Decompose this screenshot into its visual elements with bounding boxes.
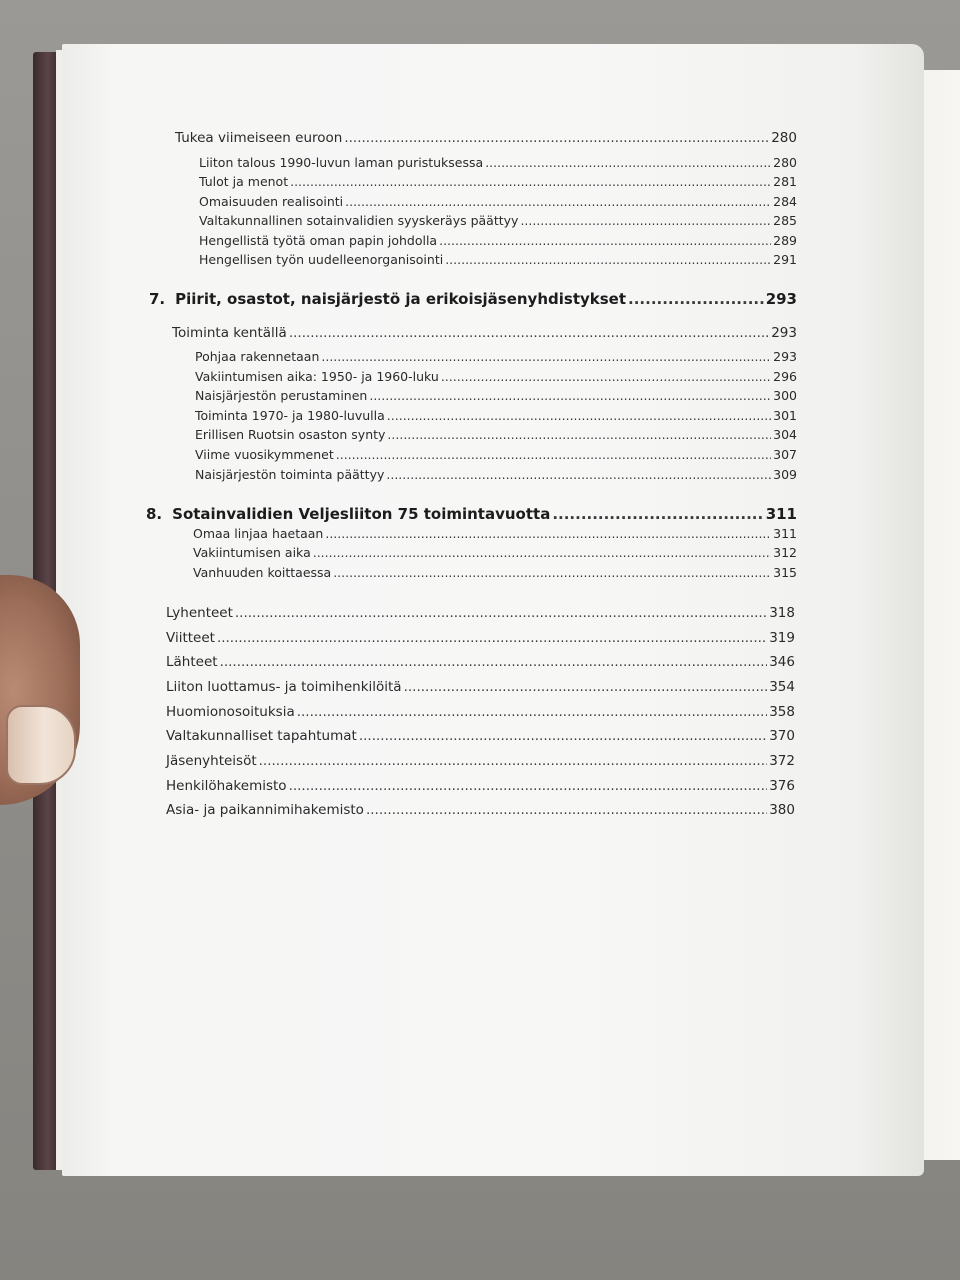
toc-item-row bbox=[199, 196, 797, 209]
leader-dots bbox=[336, 449, 771, 462]
toc-page-number: 370 bbox=[769, 728, 795, 744]
toc-entry-title: Viitteet bbox=[166, 630, 215, 646]
toc-entry-title: Omaisuuden realisointi bbox=[199, 194, 344, 209]
toc-chapter-row bbox=[149, 292, 797, 307]
toc-backmatter-row bbox=[166, 656, 795, 670]
toc-page-number: 346 bbox=[769, 654, 795, 670]
leader-dots bbox=[321, 351, 771, 364]
leader-dots bbox=[235, 607, 767, 621]
toc-entry-title: Lyhenteet bbox=[166, 605, 233, 621]
leader-dots bbox=[259, 755, 768, 769]
chapter-number: 8. bbox=[146, 505, 163, 523]
leader-dots bbox=[289, 327, 769, 341]
toc-item-row bbox=[195, 371, 797, 384]
chapter-title: Piirit, osastot, naisjärjestö ja erikoisjäsenyhdistykset bbox=[175, 290, 627, 308]
chapter-title: Sotainvalidien Veljesliiton 75 toimintavuotta bbox=[172, 505, 551, 523]
toc-page-number: 281 bbox=[773, 174, 797, 189]
toc-page-number: 311 bbox=[773, 526, 797, 541]
toc-entry-title: Lähteet bbox=[166, 654, 218, 670]
toc-page-number: 291 bbox=[773, 252, 797, 267]
toc-item-row bbox=[195, 449, 797, 462]
toc-entry-title: Tukea viimeiseen euroon bbox=[175, 130, 343, 146]
toc-page-number: 284 bbox=[773, 194, 797, 209]
toc-item-row bbox=[195, 429, 797, 442]
leader-dots bbox=[552, 507, 763, 522]
toc-entry-title: Henkilöhakemisto bbox=[166, 778, 287, 794]
toc-page-number: 354 bbox=[769, 679, 795, 695]
leader-dots bbox=[333, 567, 771, 580]
toc-entry-title: Pohjaa rakennetaan bbox=[195, 349, 320, 364]
toc-backmatter-row bbox=[166, 632, 795, 646]
toc-page-number: 293 bbox=[765, 290, 797, 308]
thumbnail-nail bbox=[6, 705, 76, 785]
leader-dots bbox=[386, 469, 771, 482]
leader-dots bbox=[439, 235, 771, 248]
toc-item-row bbox=[199, 235, 797, 248]
toc-page-number: 309 bbox=[773, 467, 797, 482]
leader-dots bbox=[325, 528, 771, 541]
toc-item-row bbox=[199, 176, 797, 189]
toc-page-number: 293 bbox=[771, 325, 797, 341]
toc-backmatter-row bbox=[166, 681, 795, 695]
toc-backmatter-row bbox=[166, 780, 795, 794]
leader-dots bbox=[290, 176, 771, 189]
toc-section-row bbox=[172, 327, 797, 341]
leader-dots bbox=[485, 157, 771, 170]
toc-entry-title: Toiminta kentällä bbox=[172, 325, 287, 341]
toc-entry-title: Toiminta 1970- ja 1980-luvulla bbox=[195, 408, 385, 423]
leader-dots bbox=[369, 390, 771, 403]
toc-entry-title: Hengellisen työn uudelleenorganisointi bbox=[199, 252, 444, 267]
leader-dots bbox=[520, 215, 771, 228]
toc-page-number: 300 bbox=[773, 388, 797, 403]
toc-page-number: 380 bbox=[769, 802, 795, 818]
leader-dots bbox=[387, 410, 771, 423]
leader-dots bbox=[366, 804, 767, 818]
toc-page-number: 318 bbox=[769, 605, 795, 621]
toc-page-number: 296 bbox=[773, 369, 797, 384]
toc-entry-title: Hengellistä työtä oman papin johdolla bbox=[199, 233, 438, 248]
leader-dots bbox=[217, 632, 767, 646]
toc-page-number: 376 bbox=[769, 778, 795, 794]
toc-entry-title: Valtakunnallinen sotainvalidien syyskeräys päättyy bbox=[199, 213, 519, 228]
toc-item-row bbox=[193, 567, 797, 580]
toc-page-number: 280 bbox=[771, 130, 797, 146]
toc-entry-title: Liiton talous 1990-luvun laman puristuksessa bbox=[199, 155, 484, 170]
toc-entry-title: Vakiintumisen aika: 1950- ja 1960-luku bbox=[195, 369, 439, 384]
toc-entry-title: Naisjärjestön perustaminen bbox=[195, 388, 368, 403]
toc-page-number: 304 bbox=[773, 427, 797, 442]
leader-dots bbox=[404, 681, 768, 695]
toc-item-row bbox=[195, 390, 797, 403]
toc-entry-title: Huomionosoituksia bbox=[166, 704, 295, 720]
toc-entry-title: Jäsenyhteisöt bbox=[166, 753, 257, 769]
toc-entry-title: Viime vuosikymmenet bbox=[195, 447, 334, 462]
toc-entry-title: Vanhuuden koittaessa bbox=[193, 565, 332, 580]
toc-item-row bbox=[199, 215, 797, 228]
leader-dots bbox=[220, 656, 768, 670]
toc-entry-title: Asia- ja paikannimihakemisto bbox=[166, 802, 364, 818]
toc-entry-title: Tulot ja menot bbox=[199, 174, 289, 189]
toc-backmatter-row bbox=[166, 607, 795, 621]
toc-page-number: 285 bbox=[773, 213, 797, 228]
leader-dots bbox=[289, 780, 768, 794]
toc-backmatter-row bbox=[166, 755, 795, 769]
toc-item-row bbox=[195, 410, 797, 423]
toc-entry-title: Omaa linjaa haetaan bbox=[193, 526, 324, 541]
toc-item-row bbox=[199, 254, 797, 267]
toc-item-row bbox=[195, 351, 797, 364]
toc-page-number: 358 bbox=[769, 704, 795, 720]
toc-entry-title: Erillisen Ruotsin osaston synty bbox=[195, 427, 386, 442]
toc-page-number: 307 bbox=[773, 447, 797, 462]
toc-item-row bbox=[199, 157, 797, 170]
toc-entry-title: Valtakunnalliset tapahtumat bbox=[166, 728, 357, 744]
leader-dots bbox=[359, 730, 767, 744]
toc-item-row bbox=[193, 528, 797, 541]
toc-item-row bbox=[193, 547, 797, 560]
toc-page-number: 312 bbox=[773, 545, 797, 560]
toc-item-row bbox=[195, 469, 797, 482]
toc-page-number: 280 bbox=[773, 155, 797, 170]
toc-section-row bbox=[175, 132, 797, 146]
toc-entry-title: Liiton luottamus- ja toimihenkilöitä bbox=[166, 679, 402, 695]
toc-backmatter-row bbox=[166, 706, 795, 720]
leader-dots bbox=[345, 196, 771, 209]
leader-dots bbox=[441, 371, 771, 384]
toc-page-number: 311 bbox=[765, 505, 797, 523]
toc-page-number: 289 bbox=[773, 233, 797, 248]
toc-page-number: 372 bbox=[769, 753, 795, 769]
toc-entry-title: Naisjärjestön toiminta päättyy bbox=[195, 467, 385, 482]
toc-chapter-row bbox=[146, 507, 797, 522]
leader-dots bbox=[313, 547, 771, 560]
chapter-number: 7. bbox=[149, 290, 166, 308]
leader-dots bbox=[445, 254, 771, 267]
toc-page-number: 319 bbox=[769, 630, 795, 646]
leader-dots bbox=[297, 706, 768, 720]
toc-backmatter-row bbox=[166, 804, 795, 818]
leader-dots bbox=[628, 292, 764, 307]
toc-page-number: 315 bbox=[773, 565, 797, 580]
toc-backmatter-row bbox=[166, 730, 795, 744]
leader-dots bbox=[344, 132, 769, 146]
leader-dots bbox=[387, 429, 771, 442]
toc-page-number: 301 bbox=[773, 408, 797, 423]
toc-page-number: 293 bbox=[773, 349, 797, 364]
toc-entry-title: Vakiintumisen aika bbox=[193, 545, 311, 560]
